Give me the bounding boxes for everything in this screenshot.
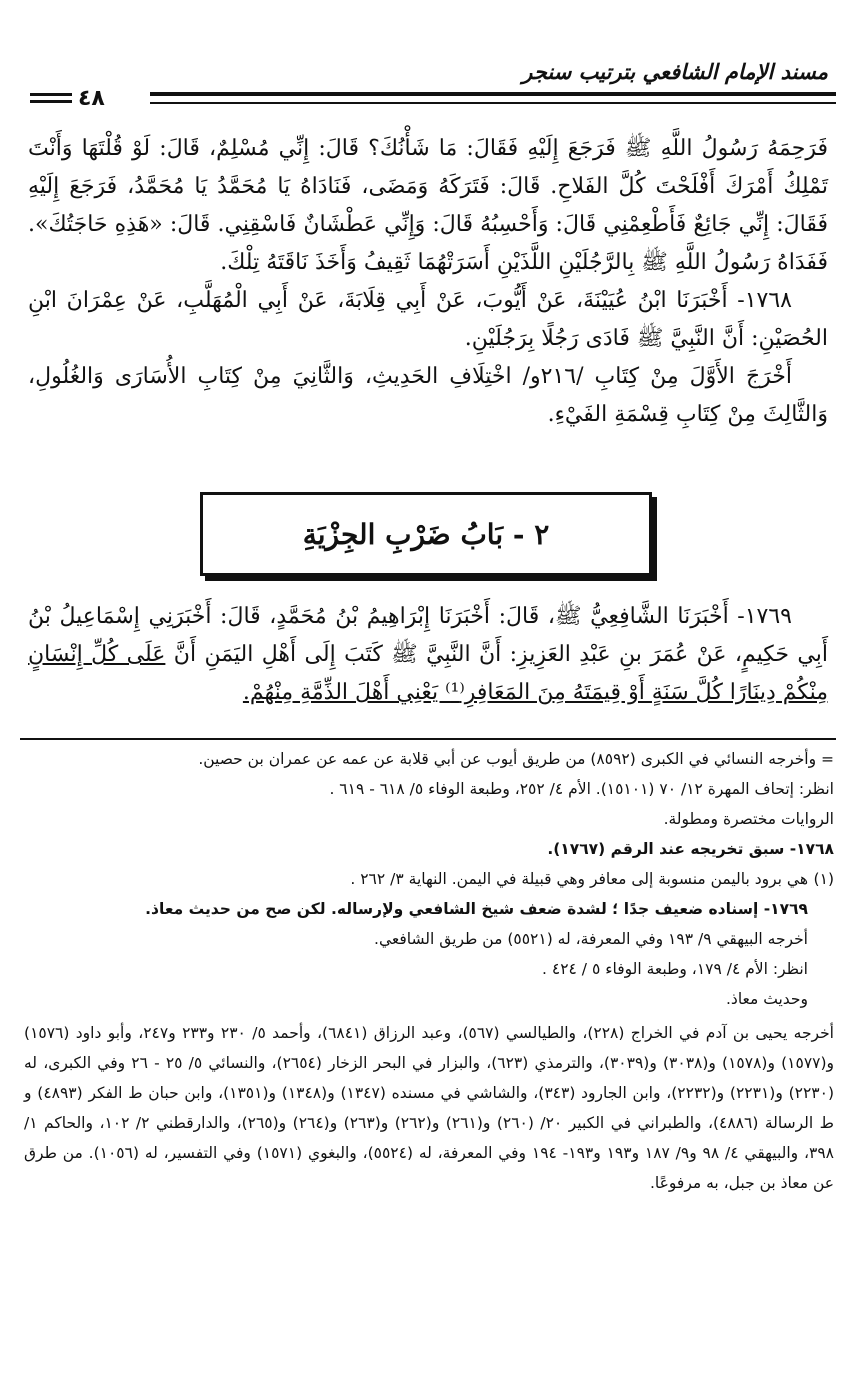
footnote-1-text: هي برود باليمن منسوبة إلى معافر وهي قبيلة في اليمن. النهاية ٣/ ٢٦٢ . (350, 870, 808, 888)
page-number: ٤٨ (78, 86, 105, 111)
page-header (20, 56, 836, 112)
footnote-1 (24, 864, 834, 894)
hadith-1769 (28, 598, 828, 712)
footnote-remark: الروايات مختصرة ومطولة. (663, 810, 834, 828)
header-rule-thick (150, 92, 836, 96)
footnote-1769-source: أخرجه البيهقي ٩/ ١٩٣ وفي المعرفة، له (٥٥٢١) من طريق الشافعي. (374, 930, 808, 948)
main-text-2 (28, 598, 828, 712)
footnote-muadh: وحديث معاذ. (726, 990, 808, 1008)
header-rule-thin (150, 102, 836, 104)
footnote-references: انظر: إتحاف المهرة ١٢/ ٧٠ (١٥١٠١). الأم ٤/ ٢٥٢، وطبعة الوفاء ٥/ ٦١٨ - ٦١٩ . (329, 780, 834, 798)
footnote-marker: (١) (813, 870, 834, 888)
source-note: أَخْرَجَ الأَوَّلَ مِنْ كِتَابِ /٢١٦و/ اخْتِلَافِ الحَدِيثِ، وَالثَّانِيَ مِنْ كِتَابِ الأُسَارَى وَالغُلُولِ، وَالثَّالِثَ مِنْ كِتَابِ قِسْمَةِ الفَيْءِ. (28, 364, 828, 427)
footnote-1769-ref: انظر: الأم ٤/ ١٧٩، وطبعة الوفاء ٥ / ٤٢٤ . (542, 960, 808, 978)
footnote-1768: ١٧٦٨- سبق تخريجه عند الرقم (١٧٦٧). (547, 840, 834, 858)
chapter-heading: ٢ - بَابُ ضَرْبِ الجِزْيَةِ (302, 517, 550, 551)
running-title: مسند الإمام الشافعي بترتيب سنجر (522, 60, 828, 84)
main-text (28, 130, 828, 434)
paragraph-continuation: فَرَحِمَهُ رَسُولُ اللَّهِ ﷺ فَرَجَعَ إِلَيْهِ فَقَالَ: مَا شَأْنُكَ؟ قَالَ: إِنِّي مُسْلِمٌ، قَالَ: لَوْ قُلْتَهَا وَأَنْتَ تَمْلِكُ أَمْرَكَ أَفْلَحْتَ كُلَّ الفَلاحِ. قَالَ: فَتَرَكَهُ وَمَضَى، فَنَادَاهُ يَا مُحَمَّدُ يَا مُحَمَّدُ، فَرَجَعَ إِلَيْهِ فَقَالَ: إِنِّي جَائِعٌ فَأَطْعِمْنِي قَالَ: وَأَحْسِبُهُ قَالَ: وَإِنِّي عَطْشَانٌ فَاسْقِنِي. قَالَ: «هَذِهِ حَاجَتُكَ». فَفَدَاهُ رَسُولُ اللَّهِ ﷺ بِالرَّجُلَيْنِ اللَّذَيْنِ أَسَرَتْهُمَا ثَقِيفُ وَأَخَذَ نَاقَتَهُ تِلْكَ. (28, 136, 828, 275)
page-number-ornament (30, 93, 72, 107)
hadith-1768: ١٧٦٨- أَخْبَرَنَا ابْنُ عُيَيْنَةَ، عَنْ أَيُّوبَ، عَنْ أَبِي قِلَابَةَ، عَنْ أَبِي الْمُهَلَّبِ، عَنْ عِمْرَانَ ابْنِ الحُصَيْنِ: أَنَّ النَّبِيَّ ﷺ فَادَى رَجُلًا بِرَجُلَيْنِ. (28, 288, 828, 351)
footnotes (24, 744, 834, 1198)
footnote-1769-grading: ١٧٦٩- إسناده ضعيف جدًا ؛ لشدة ضعف شيخ الشافعي ولإرساله. لكن صح من حديث معاذ. (145, 900, 808, 918)
chapter-heading-box (200, 492, 652, 576)
footnote-continuation: = وأخرجه النسائي في الكبرى (٨٥٩٢) من طريق أيوب عن أبي قلابة عن عمه عن عمران بن حصين. (198, 750, 834, 768)
hadith-1769-text: ١٧٦٩- أَخْبَرَنَا الشَّافِعِيُّ ﷺ، قَالَ: أَخْبَرَنَا إِبْرَاهِيمُ بْنُ مُحَمَّدٍ، قَالَ: أَخْبَرَنِي إِسْمَاعِيلُ بْنُ أَبِي حَكِيمٍ، عَنْ عُمَرَ بنِ عَبْدِ العَزِيزِ: أَنَّ النَّبِيَّ ﷺ كَتَبَ إِلَى أَهْلِ اليَمَنِ أَنَّ (28, 604, 828, 667)
hadith-1769-underlined: عَلَى كُلِّ إِنْسَانٍ مِنْكُمْ دِينَارًا كُلَّ سَنَةٍ أَوْ قِيمَتَهُ مِنَ المَعَافِرِ⁽¹⁾ يَعْنِي أَهْلَ الذِّمَّةِ مِنْهُمْ. (28, 642, 828, 705)
footnote-takhrij: أخرجه يحيى بن آدم في الخراج (٢٢٨)، والطيالسي (٥٦٧)، وعبد الرزاق (٦٨٤١)، وأحمد ٥/ ٢٣٠ و٢٣٣ و٢٤٧، وأبو داود (١٥٧٦) و(١٥٧٧) و(١٥٧٨) و(٣٠٣٨) و(٣٠٣٩)، والترمذي (٦٢٣)، والبزار في البحر الزخار (٢٦٥٤)، والنسائي ٥/ ٢٥ - ٢٦ وفي الكبرى، له (٢٢٣٠) و(٢٢٣١) و(٢٢٣٢)، وابن الجارود (٣٤٣)، والشاشي في مسنده (١٣٤٧) و(١٣٤٨) و(١٣٥١)، وابن حبان ط الفكر (٤٨٩٣) و ط الرسالة (٤٨٨٦)، والطبراني في الكبير ٢٠/ (٢٦٠) و(٢٦١) و(٢٦٢) و(٢٦٣) و(٢٦٤) و(٢٦٥)، والدارقطني ٢/ ١٠٢، والحاكم ١/ ٣٩٨، والبيهقي ٤/ ٩٨ و٩/ ١٨٧ و١٩٣ و١٩٣- ١٩٤ وفي المعرفة، له (٥٥٢٤)، والبغوي (١٥٧١) وفي التفسير، له (١٠٥٦). من طرق عن معاذ بن جبل، به مرفوعًا. (24, 1024, 835, 1192)
footnote-divider (20, 738, 836, 740)
